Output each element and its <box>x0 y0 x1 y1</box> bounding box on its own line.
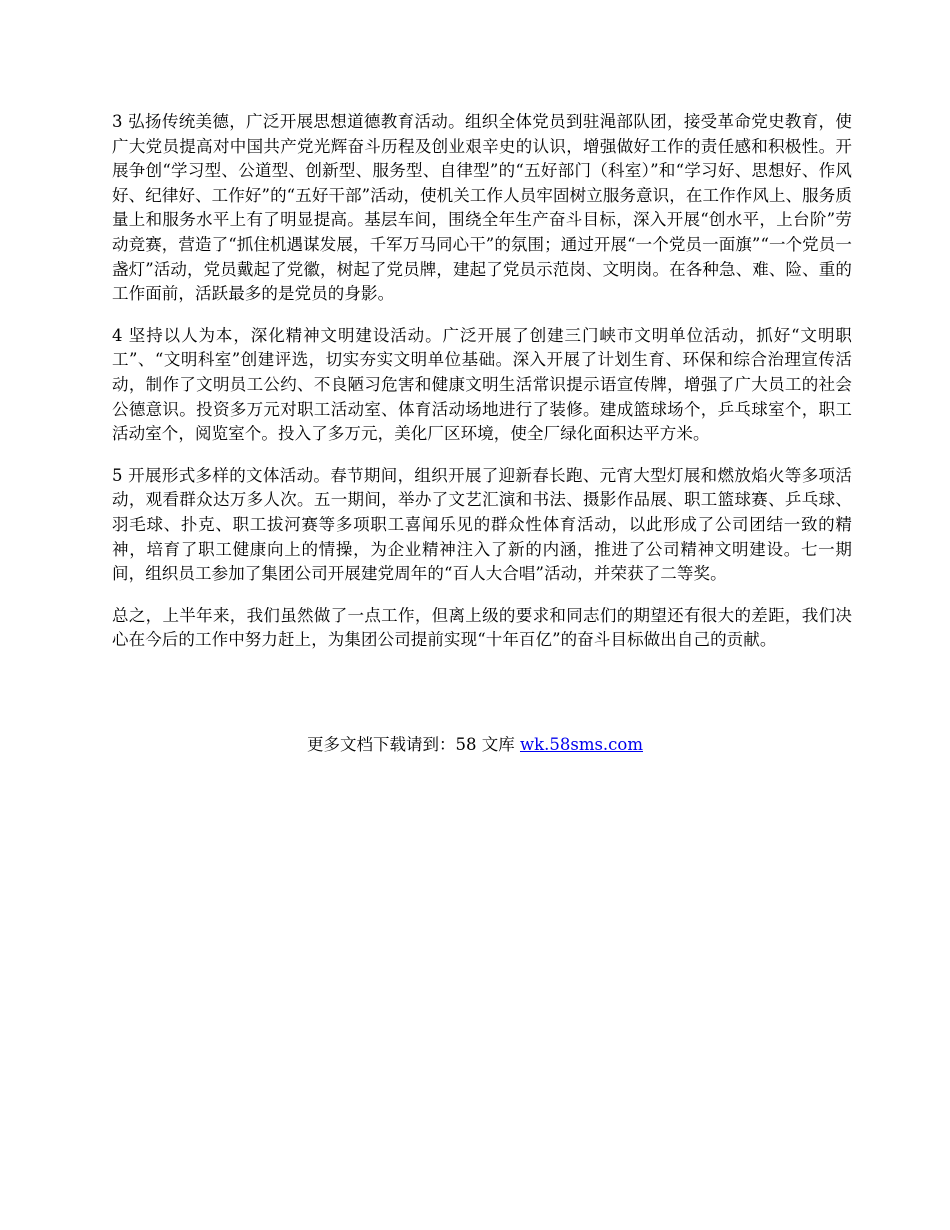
document-body <box>112 110 852 670</box>
download-footer <box>0 733 950 757</box>
paragraph-4-civilization: 4 坚持以人为本，深化精神文明建设活动。广泛开展了创建三门峡市文明单位活动，抓好“文明职工”、“文明科室”创建评选，切实夯实文明单位基础。深入开展了计划生育、环保和综合治理宣传活动，制作了文明员工公约、不良陋习危害和健康文明生活常识提示语宣传牌，增强了广大员工的社会公德意识。投资多万元对职工活动室、体育活动场地进行了装修。建成篮球场个，乒乓球室个，职工活动室个，阅览室个。投入了多万元，美化厂区环境，使全厂绿化面积达平方米。 <box>112 325 852 444</box>
footer-text: 更多文档下载请到：58 文库 <box>306 735 520 754</box>
paragraph-3-tradition: 3 弘扬传统美德，广泛开展思想道德教育活动。组织全体党员到驻渑部队团，接受革命党史教育，使广大党员提高对中国共产党光辉奋斗历程及创业艰辛史的认识，增强做好工作的责任感和积极性。开展争创“学习型、公道型、创新型、服务型、自律型”的“五好部门（科室）”和“学习好、思想好、作风好、纪律好、工作好”的“五好干部”活动，使机关工作人员牢固树立服务意识，在工作作风上、服务质量上和服务水平上有了明显提高。基层车间，围绕全年生产奋斗目标，深入开展“创水平，上台阶”劳动竞赛，营造了“抓住机遇谋发展，千军万马同心干”的氛围；通过开展“一个党员一面旗”“一个党员一盏灯”活动，党员戴起了党徽，树起了党员牌，建起了党员示范岗、文明岗。在各种急、难、险、重的工作面前，活跃最多的是党员的身影。 <box>112 112 852 304</box>
paragraph-5-activities: 5 开展形式多样的文体活动。春节期间，组织开展了迎新春长跑、元宵大型灯展和燃放焰火等多项活动，观看群众达万多人次。五一期间，举办了文艺汇演和书法、摄影作品展、职工篮球赛、乒乓球、羽毛球、扑克、职工拔河赛等多项职工喜闻乐见的群众性体育活动，以此形成了公司团结一致的精神，培育了职工健康向上的情操，为企业精神注入了新的内涵，推进了公司精神文明建设。七一期间，组织员工参加了集团公司开展建党周年的“百人大合唱”活动，并荣获了二等奖。 <box>112 465 852 584</box>
paragraph-conclusion: 总之，上半年来，我们虽然做了一点工作，但离上级的要求和同志们的期望还有很大的差距，我们决心在今后的工作中努力赶上，为集团公司提前实现“十年百亿”的奋斗目标做出自己的贡献。 <box>112 605 852 650</box>
footer-link[interactable]: wk.58sms.com <box>519 735 643 754</box>
